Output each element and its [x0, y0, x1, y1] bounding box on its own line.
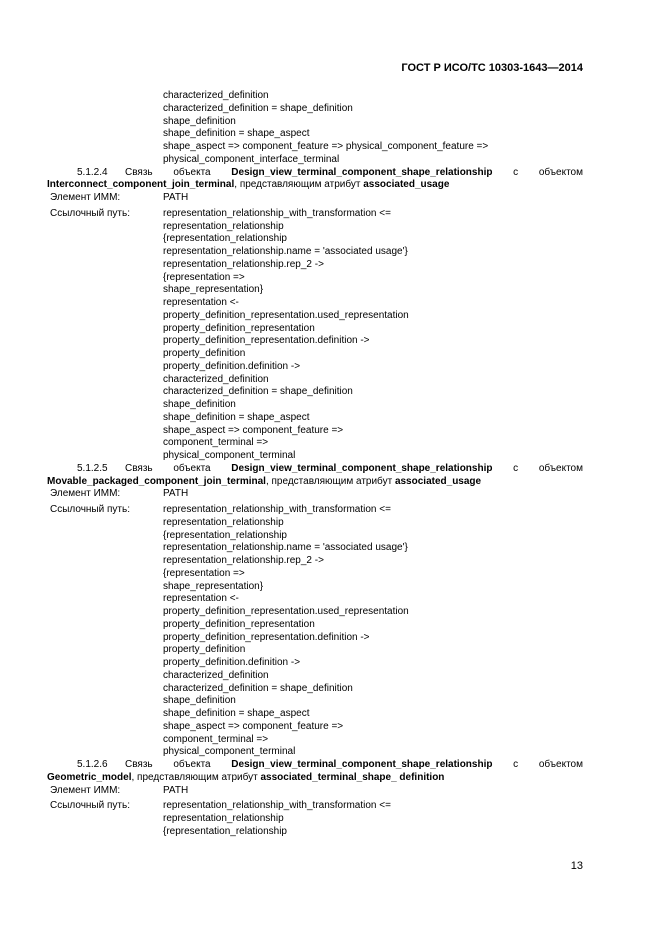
section-heading	[47, 463, 583, 476]
path-line: property_definition_representation.definition ->	[163, 631, 370, 643]
path-line: component_terminal =>	[163, 437, 269, 449]
path-line: representation_relationship	[163, 220, 284, 232]
path-line: property_definition_representation	[163, 618, 315, 630]
imm-element-row	[47, 192, 583, 205]
path-line: property_definition.definition ->	[163, 657, 301, 668]
path-line: property_definition_representation	[163, 322, 315, 334]
section-heading	[47, 759, 583, 772]
path-line: {representation_relationship	[163, 825, 287, 837]
imm-value: PATH	[163, 488, 189, 500]
ref-path-row	[47, 800, 583, 813]
heading-word: объектом	[538, 166, 583, 178]
attribute-text: , представляющим атрибут	[234, 179, 364, 191]
path-line: characterized_definition = shape_definition	[163, 102, 353, 114]
path-line: characterized_definition = shape_definition	[163, 682, 353, 694]
path-line: representation_relationship.name = 'associated usage'}	[163, 246, 408, 257]
path-line: property_definition	[163, 348, 246, 359]
path-line: component_terminal =>	[163, 733, 269, 745]
section-5-1-2-4	[47, 167, 583, 463]
path-line: property_definition_representation.used_representation	[163, 309, 409, 321]
path-line: {representation =>	[163, 567, 245, 579]
ref-label: Ссылочный путь:	[50, 800, 130, 812]
target-entity: Geometric_model	[47, 771, 132, 783]
imm-value: PATH	[163, 192, 189, 203]
heading-word: Связь	[125, 759, 153, 770]
path-line: property_definition.definition ->	[163, 360, 301, 372]
imm-element-row	[47, 488, 583, 501]
path-line: characterized_definition = shape_definition	[163, 386, 353, 398]
section-5-1-2-6	[47, 759, 583, 839]
imm-value: PATH	[163, 784, 189, 796]
heading-word: Связь	[125, 462, 153, 474]
path-line: representation_relationship_with_transformation <=	[163, 207, 391, 219]
heading-word: объекта	[173, 166, 211, 178]
path-line: representation_relationship.rep_2 ->	[163, 555, 324, 566]
heading-word: с	[513, 166, 519, 178]
imm-element-row	[47, 785, 583, 798]
path-line: shape_definition	[163, 115, 236, 127]
path-line: representation_relationship.rep_2 ->	[163, 258, 324, 270]
path-line: shape_definition = shape_aspect	[163, 708, 310, 719]
standard-header: ГОСТ Р ИСО/ТС 10303-1643—2014	[401, 62, 583, 74]
path-line: shape_aspect => component_feature => physical_component_feature =>	[163, 141, 489, 152]
path-line: shape_representation}	[163, 284, 264, 296]
attribute-name: associated_terminal_shape_ definition	[260, 771, 445, 783]
path-line: physical_component_terminal	[163, 450, 296, 461]
path-line: physical_component_interface_terminal	[163, 153, 340, 165]
imm-label: Элемент ИММ:	[50, 192, 121, 203]
section-target-line	[47, 476, 583, 489]
page-content	[47, 90, 583, 839]
target-entity: Movable_packaged_component_join_terminal	[47, 475, 266, 487]
ref-label: Ссылочный путь:	[50, 504, 130, 515]
path-line: representation_relationship	[163, 516, 284, 528]
heading-word: объектом	[538, 462, 583, 474]
path-line: shape_aspect => component_feature =>	[163, 720, 344, 732]
path-line: physical_component_terminal	[163, 746, 296, 758]
ref-label: Ссылочный путь:	[50, 207, 130, 219]
attribute-name: associated_usage	[394, 475, 482, 487]
path-line: shape_aspect => component_feature =>	[163, 424, 344, 436]
entity-name: Design_view_terminal_component_shape_relationship	[231, 462, 493, 474]
section-heading	[47, 167, 583, 180]
ref-path-row	[47, 208, 583, 221]
heading-word: объекта	[173, 759, 211, 770]
attribute-text: , представляющим атрибут	[265, 475, 395, 487]
path-line: shape_definition	[163, 399, 236, 410]
section-number: 5.1.2.5	[77, 462, 108, 474]
section-number: 5.1.2.4	[77, 166, 108, 178]
path-line: characterized_definition	[163, 669, 269, 681]
imm-label: Элемент ИММ:	[50, 784, 121, 796]
attribute-text: , представляющим атрибут	[131, 771, 261, 783]
path-line: representation_relationship_with_transformation <=	[163, 504, 391, 515]
path-line: representation <-	[163, 593, 239, 605]
entity-name: Design_view_terminal_component_shape_relationship	[231, 166, 493, 178]
section-number: 5.1.2.6	[77, 759, 108, 770]
heading-word: объектом	[538, 759, 583, 770]
heading-word: объекта	[173, 462, 211, 474]
ref-path-row	[47, 504, 583, 517]
attribute-name: associated_usage	[363, 179, 450, 191]
path-line: representation_relationship.name = 'associated usage'}	[163, 542, 408, 554]
path-line: characterized_definition	[163, 90, 269, 101]
intro-path	[47, 90, 583, 167]
path-line: {representation_relationship	[163, 529, 287, 541]
path-line: {representation =>	[163, 271, 245, 283]
path-line: property_definition_representation.definition ->	[163, 335, 370, 347]
section-target-line	[47, 179, 583, 192]
heading-word: с	[513, 759, 519, 770]
path-line: representation <-	[163, 297, 239, 308]
path-line: representation_relationship	[163, 813, 284, 824]
section-5-1-2-5	[47, 463, 583, 759]
path-line: {representation_relationship	[163, 233, 287, 245]
path-line: property_definition	[163, 644, 246, 656]
path-line: characterized_definition	[163, 373, 269, 385]
path-line: representation_relationship_with_transformation <=	[163, 800, 391, 812]
path-line: shape_definition = shape_aspect	[163, 128, 310, 140]
heading-word: с	[513, 462, 519, 474]
path-line: property_definition_representation.used_representation	[163, 606, 409, 617]
path-line: shape_representation}	[163, 580, 264, 592]
target-entity: Interconnect_component_join_terminal	[47, 179, 235, 191]
page-number: 13	[570, 860, 583, 872]
entity-name: Design_view_terminal_component_shape_relationship	[231, 759, 493, 770]
section-target-line	[47, 772, 583, 785]
heading-word: Связь	[125, 166, 153, 178]
imm-label: Элемент ИММ:	[50, 488, 121, 500]
path-line: shape_definition = shape_aspect	[163, 411, 310, 423]
path-line: shape_definition	[163, 695, 236, 707]
